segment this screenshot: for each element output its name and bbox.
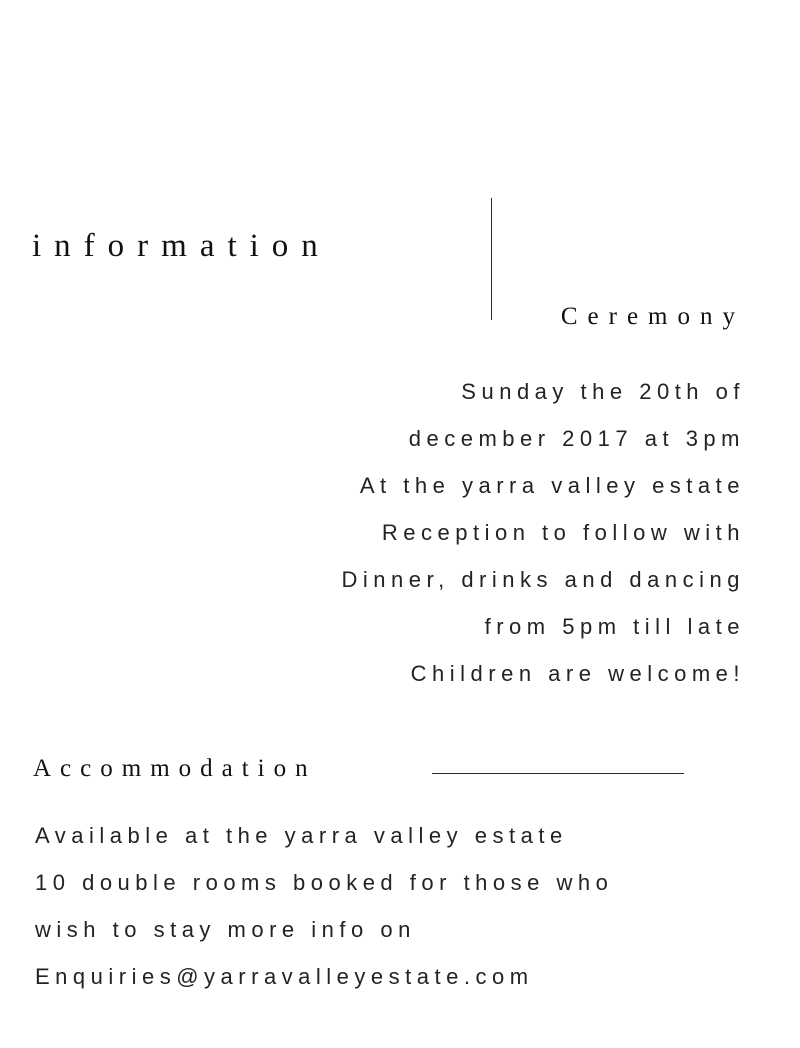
ceremony-details xyxy=(225,368,745,697)
accommodation-line: Available at the yarra valley estate xyxy=(35,823,568,848)
accommodation-line: wish to stay more info on xyxy=(35,917,416,942)
ceremony-line: Reception to follow with xyxy=(381,520,745,545)
ceremony-line: Children are welcome! xyxy=(410,661,745,686)
ceremony-line: Sunday the 20th of xyxy=(461,379,745,404)
accommodation-contact-email: Enquiries@yarravalleyestate.com xyxy=(35,964,534,989)
accommodation-details xyxy=(35,812,755,1000)
ceremony-line: At the yarra valley estate xyxy=(359,473,745,498)
ceremony-line: Dinner, drinks and dancing xyxy=(341,567,745,592)
accommodation-line: 10 double rooms booked for those who xyxy=(35,870,614,895)
ceremony-heading: Ceremony xyxy=(560,303,745,330)
accommodation-heading: Accommodation xyxy=(33,755,317,782)
page-title: information xyxy=(32,228,331,264)
ceremony-line: december 2017 at 3pm xyxy=(408,426,745,451)
vertical-divider xyxy=(491,198,492,320)
horizontal-divider xyxy=(432,773,684,774)
ceremony-line: from 5pm till late xyxy=(484,614,745,639)
